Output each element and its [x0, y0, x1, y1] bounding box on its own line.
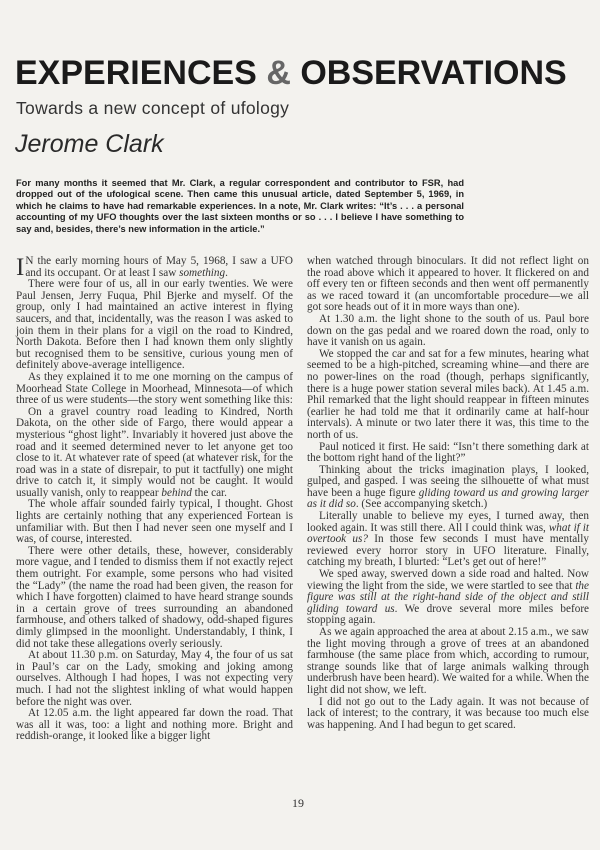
- text: N the early morning hours of May 5, 1968, I saw a UFO and its occupant. Or at least I saw: [25, 255, 293, 279]
- column-left: [16, 256, 293, 743]
- paragraph: We stopped the car and sat for a few minutes, hearing what seemed to be a high-pitched, screaming whine—and there are no power-lines on the road (though, perhaps significantly, there is a huge power station several miles back). At 1.45 a.m. Phil remarked that the light should reappear in fifteen minutes (earlier he had told me that it ordinarily came at half-hour intervals). A minute or two later there it was, this time to the north of us.: [307, 347, 589, 441]
- text: We sped away, swerved down a side road and halted. Now viewing the light from the side, we were startled to see that: [307, 568, 589, 592]
- drop-cap: I: [16, 254, 25, 281]
- text: . We drove several more miles before stopping again.: [307, 602, 590, 627]
- page-number: 19: [292, 796, 304, 810]
- article-subtitle: Towards a new concept of ufology: [16, 98, 290, 118]
- paragraph: At 1.30 a.m. the light shone to the south of us. Paul bore down on the gas pedal and we roared down the road, only to have it vanish on us again.: [307, 312, 589, 349]
- emphasis: behind: [161, 486, 192, 499]
- paragraph: There were other details, these, however, considerably more vague, and I tended to dismiss them if not exactly reject them outright. For example, some persons who had visited the “Lady” (the name the road had been given, the reason for which I have forgotten) claimed to have heard strange sounds in a certain grove of trees surrounding an abandoned farmhouse, and others talked of shadowy, odd-shaped figures dimly glimpsed in the moonlight. Understandably, I think, I did not take these allegations overly seriously.: [16, 544, 293, 650]
- text: the car.: [191, 486, 227, 499]
- paragraph: As they explained it to me one morning on the campus of Moorhead State College in Moorhead, Minnesota—of which three of us were students—the story went something like this:: [16, 370, 293, 407]
- paragraph: [307, 465, 589, 511]
- emphasis: gliding toward us and growing larger as it did so: [307, 486, 589, 511]
- paragraph: when watched through binoculars. It did not reflect light on the road above which it appeared to hover. It flickered on and off every ten or fifteen seconds and then went off permanently as we raced toward it (an uncomfortable procedure—we all got sore heads out of it in more ways than one).: [307, 255, 589, 314]
- emphasis: the figure was still at the right-hand side of the object and still gliding toward us: [307, 579, 589, 615]
- paragraph: [16, 407, 293, 500]
- paragraph: There were four of us, all in our early twenties. We were Paul Jensen, Jerry Fuqua, Phil Bjerke and myself. Of the group, only I had maintained an active interest in flying saucers, and that, incidentally, was the reason I was asked to join them in their plans for a vigil on the road to Kindred, North Dakota. Before then I had known them only slightly but recognised them to be sensitive, curious young men of definitely above-average intelligence.: [16, 278, 293, 372]
- paragraph: Paul noticed it first. He said: “Isn’t there something dark at the bottom right hand of the light?”: [307, 440, 589, 465]
- text: .: [225, 266, 228, 279]
- title-ampersand: &: [266, 54, 291, 92]
- paragraph: At about 11.30 p.m. on Saturday, May 4, the four of us sat in Paul’s car on the Lady, smoking and joking among ourselves. Although I had hopes, I was not expecting very much. I had not the slightest inkling of what would happen before the night was over.: [16, 649, 293, 708]
- paragraph: [307, 569, 589, 627]
- paragraph: [16, 256, 293, 279]
- paragraph: At 12.05 a.m. the light appeared far down the road. That was all it was, too: a light and nothing more. Bright and reddish-orange, it looked like a bigger light: [16, 707, 293, 743]
- emphasis: what if it overtook us?: [307, 521, 589, 546]
- text: . (See accompanying sketch.): [355, 498, 488, 511]
- article-author: Jerome Clark: [15, 130, 164, 158]
- editor-intro: For many months it seemed that Mr. Clark, a regular correspondent and contributor to FSR, had dropped out of the ufological scene. Then came this unusual article, dated September 5, 1969, in which he claims to have had remarkable experiences. In a note, Mr. Clark writes: “It’s . . . a personal accounting of my UFO thoughts over the last sixteen months or so . . . I believe I have something to say and, besides, there’s new information in the article.”: [16, 178, 464, 234]
- title-word: EXPERIENCES: [15, 54, 257, 92]
- paragraph: The whole affair sounded fairly typical, I thought. Ghost lights are certainly nothing that any experienced Fortean is unfamiliar with. But then I had never seen one myself and I was, of course, interested.: [16, 498, 293, 546]
- text: Thinking about the tricks imagination plays, I looked, gulped, and gasped. I was seeing the silhouette of what must have been a huge figure: [307, 463, 589, 499]
- section-title: [15, 52, 595, 94]
- title-word: OBSERVATIONS: [300, 54, 567, 92]
- text: On a gravel country road leading to Kindred, North Dakota, on the other side of Fargo, there would appear a mysterious “ghost light”. Invariably it hovered just above the road and it seemed determined never to let anyone get too close to it. At whatever rate of speed (at whatever risk, for the road was in a state of disrepair, to put it tactfully) one might drive to catch it, it simply would not be caught. It would usually vanish, only to reappear: [16, 405, 293, 499]
- paragraph: [307, 511, 589, 569]
- text: Literally unable to believe my eyes, I turned away, then looked again. It was still there. All I could think was,: [307, 510, 589, 534]
- column-right: [307, 256, 589, 731]
- paragraph: I did not go out to the Lady again. It was not because of lack of interest; to the contrary, it was because too much else was happening. And I had begun to get scared.: [307, 695, 589, 731]
- text: In those few seconds I must have mentally reviewed every horror story in UFO literature. Finally, catching my breath, I blurted: “Let’s get out of here!”: [307, 533, 589, 569]
- emphasis: something: [179, 266, 226, 279]
- paragraph: As we again approached the area at about 2.15 a.m., we saw the light moving through a grove of trees at an abandoned farmhouse (the same place from which, according to rumour, strange sounds like that of large animals walking through underbrush have been heard). We waited for a while. When the light did not show, we left.: [307, 626, 589, 696]
